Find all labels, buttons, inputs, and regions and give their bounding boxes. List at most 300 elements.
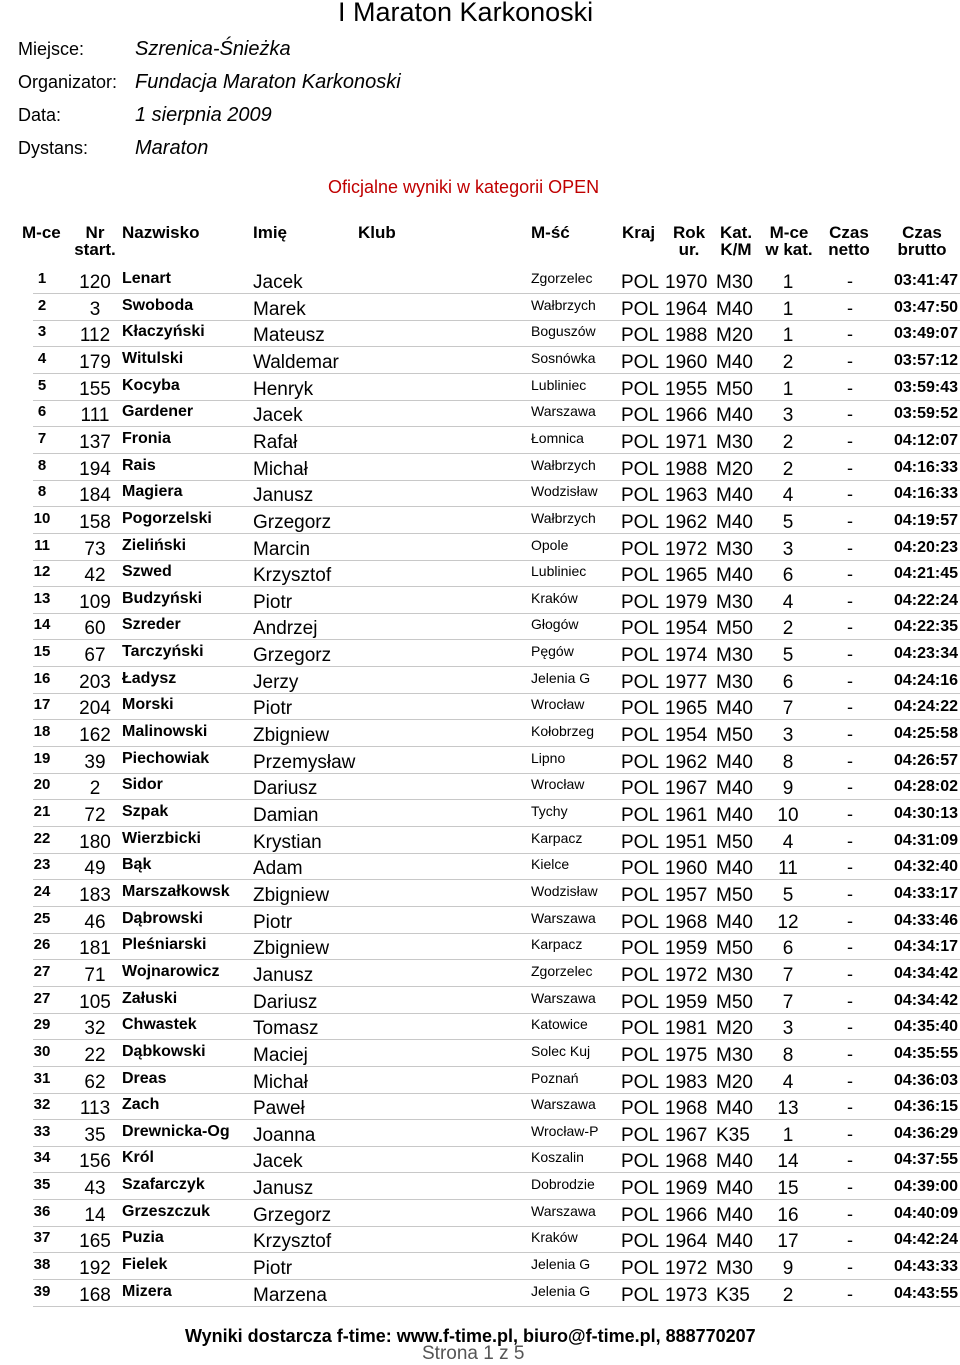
table-row: [0, 641, 960, 667]
table-row: [0, 1014, 960, 1040]
col-header-catplace-line2: w kat.: [765, 240, 813, 259]
meta-label-organizer: Organizator:: [18, 72, 118, 92]
cell-brutto: 04:20:23: [893, 538, 958, 556]
cell-netto: -: [847, 724, 853, 745]
cell-year: 1965: [665, 698, 708, 720]
cell-place: 32: [33, 1096, 51, 1114]
cell-city: Lipno: [531, 749, 566, 766]
cell-netto: -: [847, 564, 853, 585]
cell-brutto: 04:40:09: [893, 1204, 958, 1222]
cell-surname: Szreder: [122, 616, 181, 634]
cell-cat: M50: [716, 938, 753, 960]
cell-first: Michał: [253, 1071, 308, 1093]
cell-city: Katowice: [531, 1016, 588, 1033]
cell-brutto: 03:59:43: [893, 378, 958, 396]
cell-country: POL: [621, 565, 660, 587]
cell-year: 1969: [665, 1178, 708, 1200]
cell-bib: 179: [79, 351, 111, 373]
table-row: [0, 881, 960, 907]
table-row: [0, 988, 960, 1014]
cell-city: Warszawa: [531, 989, 596, 1006]
cell-brutto: 04:43:33: [893, 1258, 958, 1276]
cell-catplace: 3: [782, 405, 794, 427]
cell-netto: -: [847, 297, 853, 318]
cell-brutto: 04:36:29: [893, 1124, 958, 1142]
cell-catplace: 8: [782, 1044, 794, 1066]
cell-netto: -: [847, 271, 853, 291]
cell-cat: K35: [716, 1124, 750, 1146]
table-row: [0, 934, 960, 960]
cell-country: POL: [621, 778, 660, 800]
cell-bib: 155: [79, 378, 111, 400]
cell-bib: 3: [89, 298, 101, 320]
cell-netto: -: [847, 590, 853, 611]
cell-country: POL: [621, 1204, 660, 1226]
cell-place: 22: [33, 829, 51, 847]
cell-surname: Dąbrowski: [122, 909, 203, 927]
cell-catplace: 8: [782, 751, 794, 773]
cell-first: Krzysztof: [253, 1231, 332, 1253]
cell-place: 38: [33, 1256, 51, 1274]
table-row: [0, 481, 960, 507]
cell-bib: 49: [84, 858, 106, 880]
table-row: [0, 801, 960, 827]
cell-netto: -: [847, 830, 853, 851]
cell-bib: 71: [84, 964, 106, 986]
cell-city: Poznań: [531, 1069, 579, 1086]
cell-country: POL: [621, 298, 660, 320]
cell-cat: M50: [716, 884, 753, 906]
cell-brutto: 04:35:40: [893, 1018, 958, 1036]
cell-cat: M30: [716, 272, 753, 293]
table-row: [0, 588, 960, 614]
cell-year: 1960: [665, 858, 708, 880]
cell-brutto: 04:33:17: [893, 884, 958, 902]
cell-country: POL: [621, 431, 660, 453]
cell-surname: Zach: [122, 1096, 160, 1114]
cell-surname: Budzyński: [122, 589, 203, 607]
cell-catplace: 17: [777, 1231, 799, 1253]
cell-bib: 113: [79, 1098, 111, 1120]
col-header-club-line1: Klub: [358, 223, 396, 242]
cell-city: Boguszów: [531, 323, 596, 340]
cell-brutto: 04:24:16: [893, 671, 958, 689]
cell-country: POL: [621, 1124, 660, 1146]
cell-surname: Chwastek: [122, 1016, 197, 1034]
cell-city: Wałbrzych: [531, 509, 596, 526]
cell-first: Janusz: [253, 964, 314, 986]
cell-cat: K35: [716, 1284, 750, 1306]
cell-first: Krystian: [253, 831, 322, 853]
col-header-bib: [70, 224, 120, 258]
cell-bib: 204: [79, 698, 111, 720]
cell-first: Paweł: [253, 1098, 305, 1120]
cell-cat: M30: [716, 538, 753, 560]
cell-year: 1964: [665, 1231, 708, 1253]
cell-netto: -: [847, 1017, 853, 1038]
cell-brutto: 04:30:13: [893, 805, 958, 822]
cell-bib: 39: [84, 751, 106, 773]
cell-netto: -: [847, 777, 853, 798]
cell-first: Przemysław: [253, 751, 356, 773]
cell-cat: M50: [716, 725, 753, 747]
cell-year: 1964: [665, 298, 708, 320]
cell-city: Wrocław-P: [531, 1122, 599, 1139]
cell-first: Zbigniew: [253, 725, 330, 747]
cell-surname: Szwed: [122, 563, 172, 581]
table-row: [0, 1201, 960, 1227]
cell-brutto: 04:33:46: [893, 911, 958, 929]
cell-bib: 111: [80, 405, 110, 427]
cell-first: Marcin: [253, 538, 311, 560]
cell-first: Marek: [253, 298, 306, 320]
cell-catplace: 6: [782, 565, 794, 587]
cell-catplace: 9: [782, 778, 794, 800]
table-row: [0, 854, 960, 880]
table-row: [0, 774, 960, 800]
cell-city: Lubliniec: [531, 563, 587, 580]
table-row: [0, 668, 960, 694]
cell-catplace: 13: [777, 1098, 799, 1120]
cell-country: POL: [621, 538, 660, 560]
col-header-city-line1: M-ść: [531, 223, 570, 242]
cell-bib: 192: [79, 1258, 111, 1280]
cell-cat: M40: [716, 485, 753, 507]
cell-first: Maciej: [253, 1044, 308, 1066]
cell-country: POL: [621, 991, 660, 1013]
cell-surname: Grzeszczuk: [122, 1202, 211, 1220]
cell-city: Kraków: [531, 1229, 578, 1246]
cell-first: Dariusz: [253, 778, 318, 800]
cell-country: POL: [621, 1044, 660, 1066]
cell-cat: M50: [716, 618, 753, 640]
cell-bib: 180: [79, 831, 111, 853]
cell-cat: M30: [716, 591, 753, 613]
cell-country: POL: [621, 458, 660, 480]
cell-first: Adam: [253, 858, 303, 880]
cell-netto: -: [847, 537, 853, 558]
cell-netto: -: [847, 937, 853, 958]
cell-first: Piotr: [253, 591, 293, 613]
cell-surname: Bąk: [122, 856, 152, 874]
col-header-brutto-line1: Czas: [902, 223, 942, 242]
cell-netto: -: [847, 457, 853, 478]
cell-first: Joanna: [253, 1124, 316, 1146]
cell-surname: Dąbkowski: [122, 1042, 206, 1060]
cell-year: 1968: [665, 911, 708, 933]
cell-surname: Kocyba: [122, 376, 180, 394]
cell-year: 1966: [665, 405, 708, 427]
cell-country: POL: [621, 884, 660, 906]
cell-bib: 73: [84, 538, 106, 560]
cell-brutto: 04:21:45: [893, 565, 958, 583]
cell-bib: 43: [84, 1178, 106, 1200]
cell-city: Solec Kuj: [531, 1042, 591, 1059]
col-header-brutto: [890, 224, 954, 258]
cell-city: Wałbrzych: [531, 296, 596, 313]
cell-year: 1981: [665, 1018, 708, 1040]
cell-brutto: 04:16:33: [893, 458, 958, 476]
table-row: [0, 561, 960, 587]
cell-country: POL: [621, 1151, 660, 1173]
cell-year: 1968: [665, 1151, 708, 1173]
cell-catplace: 7: [782, 698, 794, 720]
cell-country: POL: [621, 1284, 660, 1306]
cell-place: 19: [33, 749, 51, 767]
table-row: [0, 1281, 960, 1307]
cell-place: 14: [33, 616, 51, 634]
cell-bib: 168: [79, 1284, 111, 1306]
cell-catplace: 2: [782, 458, 794, 480]
cell-cat: M40: [716, 751, 753, 773]
col-header-brutto-line2: brutto: [897, 240, 947, 259]
cell-surname: Pogorzelski: [122, 509, 212, 527]
cell-country: POL: [621, 1178, 660, 1200]
col-header-country: [622, 224, 655, 241]
cell-place: 10: [33, 509, 51, 527]
cell-place: 16: [33, 669, 51, 687]
cell-country: POL: [621, 378, 660, 400]
cell-year: 1963: [665, 485, 708, 507]
cell-year: 1972: [665, 1258, 708, 1280]
cell-first: Rafał: [253, 431, 298, 453]
cell-country: POL: [621, 1071, 660, 1093]
cell-bib: 72: [84, 805, 106, 826]
cell-brutto: 04:22:24: [893, 591, 958, 609]
cell-catplace: 5: [782, 511, 794, 533]
table-row: [0, 428, 960, 454]
cell-brutto: 04:31:09: [893, 831, 958, 849]
cell-city: Wałbrzych: [531, 456, 596, 473]
cell-place: 23: [33, 856, 51, 874]
cell-bib: 203: [79, 671, 111, 693]
cell-cat: M20: [716, 325, 753, 347]
cell-surname: Puzia: [122, 1229, 164, 1247]
cell-bib: 181: [79, 938, 111, 960]
table-row: [0, 1094, 960, 1120]
meta-label-distance: Dystans:: [18, 138, 89, 158]
cell-cat: M40: [716, 1231, 753, 1253]
cell-cat: M30: [716, 1258, 753, 1280]
cell-brutto: 04:23:34: [893, 645, 958, 663]
footer-credits: Wyniki dostarcza f-time: www.f-time.pl, biuro@f-time.pl, 888770207: [185, 1326, 756, 1346]
cell-city: Warszawa: [531, 1202, 596, 1219]
cell-city: Warszawa: [531, 1096, 596, 1113]
cell-bib: 194: [79, 458, 111, 480]
col-header-first: [253, 224, 287, 241]
cell-year: 1973: [665, 1284, 708, 1306]
cell-place: 13: [33, 589, 51, 607]
cell-surname: Wierzbicki: [122, 829, 201, 847]
cell-netto: -: [847, 1070, 853, 1091]
table-row: [0, 1068, 960, 1094]
cell-cat: M40: [716, 858, 753, 880]
cell-year: 1975: [665, 1044, 708, 1066]
cell-brutto: 04:36:15: [893, 1098, 958, 1116]
cell-country: POL: [621, 1098, 660, 1120]
cell-city: Karpacz: [531, 936, 583, 953]
cell-year: 1959: [665, 938, 708, 960]
cell-netto: -: [847, 617, 853, 638]
cell-surname: Sidor: [122, 776, 163, 794]
cell-catplace: 1: [782, 378, 794, 400]
cell-surname: Ładysz: [122, 669, 177, 687]
cell-netto: -: [847, 324, 853, 345]
cell-year: 1979: [665, 591, 708, 613]
cell-bib: 158: [79, 511, 111, 533]
cell-city: Dobrodzie: [531, 1176, 595, 1193]
cell-catplace: 5: [782, 884, 794, 906]
cell-surname: Kłaczyński: [122, 323, 205, 341]
cell-surname: Lenart: [122, 270, 171, 287]
cell-country: POL: [621, 698, 660, 720]
table-row: [0, 321, 960, 347]
cell-bib: 46: [84, 911, 106, 933]
cell-place: 11: [34, 536, 50, 554]
cell-country: POL: [621, 751, 660, 773]
cell-brutto: 04:35:55: [893, 1044, 958, 1062]
cell-year: 1966: [665, 1204, 708, 1226]
table-row: [0, 748, 960, 774]
cell-brutto: 04:25:58: [893, 725, 958, 743]
cell-year: 1962: [665, 511, 708, 533]
meta-label-location: Miejsce:: [18, 39, 85, 59]
cell-year: 1959: [665, 991, 708, 1013]
cell-cat: M50: [716, 378, 753, 400]
cell-city: Jelenia G: [531, 1282, 591, 1299]
cell-surname: Szafarczyk: [122, 1176, 205, 1194]
cell-surname: Swoboda: [122, 296, 194, 314]
table-row: [0, 375, 960, 401]
col-header-club: [358, 224, 396, 241]
cell-bib: 162: [79, 725, 111, 747]
cell-year: 1972: [665, 964, 708, 986]
cell-place: 33: [33, 1122, 51, 1140]
cell-catplace: 3: [782, 1018, 794, 1040]
cell-bib: 137: [79, 431, 111, 453]
cell-first: Jerzy: [253, 671, 299, 693]
cell-first: Mateusz: [253, 325, 325, 347]
col-header-netto: [818, 224, 880, 258]
table-row: [0, 455, 960, 481]
cell-bib: 183: [79, 884, 111, 906]
cell-bib: 22: [84, 1044, 106, 1066]
cell-netto: -: [847, 430, 853, 451]
cell-cat: M30: [716, 1044, 753, 1066]
cell-place: 15: [33, 643, 51, 661]
cell-country: POL: [621, 511, 660, 533]
cell-netto: -: [847, 750, 853, 771]
cell-country: POL: [621, 831, 660, 853]
cell-catplace: 12: [777, 911, 799, 933]
cell-bib: 32: [84, 1018, 106, 1040]
cell-place: 18: [33, 723, 51, 741]
cell-cat: M40: [716, 1151, 753, 1173]
cell-catplace: 7: [782, 964, 794, 986]
cell-catplace: 10: [777, 805, 799, 826]
cell-brutto: 04:22:35: [893, 618, 958, 636]
cell-bib: 14: [84, 1204, 106, 1226]
cell-place: 8: [37, 456, 47, 474]
cell-netto: -: [847, 1097, 853, 1118]
cell-year: 1962: [665, 751, 708, 773]
cell-catplace: 1: [782, 272, 794, 293]
cell-country: POL: [621, 325, 660, 347]
cell-surname: Magiera: [122, 483, 183, 501]
cell-cat: M20: [716, 1071, 753, 1093]
cell-first: Zbigniew: [253, 938, 330, 960]
cell-surname: Malinowski: [122, 723, 208, 741]
cell-catplace: 6: [782, 671, 794, 693]
cell-year: 1974: [665, 645, 708, 667]
cell-brutto: 04:24:22: [893, 698, 958, 716]
cell-bib: 2: [89, 778, 101, 800]
cell-netto: -: [847, 1203, 853, 1224]
cell-cat: M30: [716, 964, 753, 986]
cell-bib: 184: [79, 485, 111, 507]
cell-city: Wrocław: [531, 776, 585, 793]
cell-surname: Załuski: [122, 989, 178, 1007]
col-header-catplace-line1: M-ce: [769, 223, 809, 242]
cell-bib: 156: [79, 1151, 111, 1173]
cell-first: Grzegorz: [253, 1204, 332, 1226]
cell-netto: -: [847, 1230, 853, 1251]
cell-place: 3: [37, 323, 47, 341]
cell-year: 1983: [665, 1071, 708, 1093]
table-row: [0, 1041, 960, 1067]
cell-catplace: 14: [777, 1151, 799, 1173]
cell-netto: -: [847, 484, 853, 505]
cell-brutto: 04:34:42: [893, 991, 958, 1009]
cell-bib: 60: [84, 618, 106, 640]
cell-country: POL: [621, 485, 660, 507]
cell-bib: 165: [79, 1231, 111, 1253]
cell-brutto: 04:19:57: [893, 511, 958, 529]
cell-place: 5: [37, 376, 47, 394]
cell-surname: Szpak: [122, 803, 169, 820]
cell-country: POL: [621, 405, 660, 427]
cell-bib: 42: [84, 565, 106, 587]
cell-country: POL: [621, 1231, 660, 1253]
cell-netto: -: [847, 883, 853, 904]
cell-first: Janusz: [253, 1178, 314, 1200]
cell-city: Zgorzelec: [531, 270, 593, 286]
cell-catplace: 15: [777, 1178, 799, 1200]
cell-brutto: 03:41:47: [893, 272, 958, 289]
cell-place: 24: [33, 882, 51, 900]
cell-year: 1954: [665, 618, 708, 640]
cell-country: POL: [621, 858, 660, 880]
cell-country: POL: [621, 591, 660, 613]
table-row: [0, 961, 960, 987]
cell-brutto: 04:39:00: [893, 1178, 958, 1196]
cell-catplace: 3: [782, 725, 794, 747]
cell-year: 1967: [665, 1124, 708, 1146]
table-row: [0, 828, 960, 854]
cell-year: 1988: [665, 458, 708, 480]
cell-country: POL: [621, 725, 660, 747]
cell-brutto: 04:34:17: [893, 938, 958, 956]
cell-catplace: 11: [778, 858, 798, 880]
cell-brutto: 04:32:40: [893, 858, 958, 876]
cell-cat: M40: [716, 911, 753, 933]
table-row: [0, 1147, 960, 1173]
cell-surname: Fronia: [122, 429, 171, 447]
cell-netto: -: [847, 350, 853, 371]
cell-cat: M40: [716, 1178, 753, 1200]
cell-surname: Pleśniarski: [122, 936, 207, 954]
cell-surname: Drewnicka-Og: [122, 1122, 230, 1140]
